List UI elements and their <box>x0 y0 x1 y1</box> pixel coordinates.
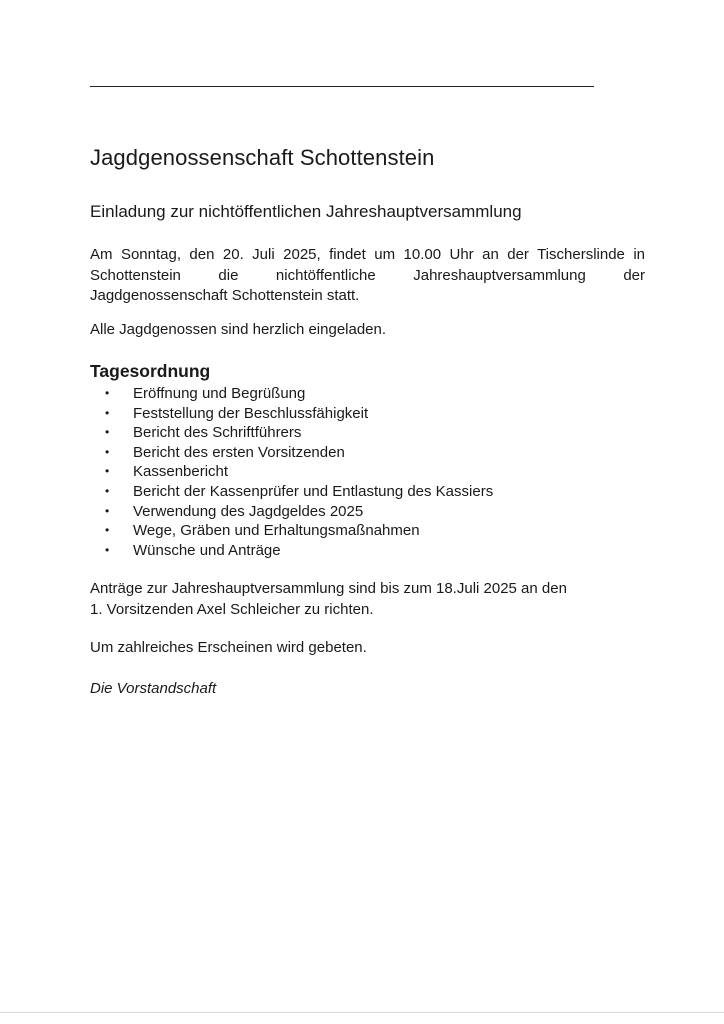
bullet-icon: • <box>105 483 110 498</box>
agenda-item-label: Wünsche und Anträge <box>133 541 281 559</box>
agenda-list <box>90 384 493 560</box>
submission-line-2: 1. Vorsitzenden Axel Schleicher zu richten. <box>90 600 374 618</box>
agenda-item <box>90 443 493 463</box>
submission-line-1: Anträge zur Jahreshauptversammlung sind bis zum 18.Juli 2025 an den <box>90 580 567 597</box>
bullet-icon: • <box>105 542 110 557</box>
agenda-item <box>90 541 493 561</box>
agenda-item-label: Wege, Gräben und Erhaltungsmaßnahmen <box>133 522 420 540</box>
document-subtitle: Einladung zur nichtöffentlichen Jahreshauptversammlung <box>90 202 522 221</box>
agenda-item-label: Bericht des Schriftführers <box>133 424 302 442</box>
agenda-item-label: Feststellung der Beschlussfähigkeit <box>133 404 369 422</box>
agenda-item <box>90 384 493 404</box>
agenda-item-label: Eröffnung und Begrüßung <box>133 385 306 402</box>
intro-paragraph: Am Sonntag, den 20. Juli 2025, findet um 10.00 Uhr an der Tischerslinde in Schottenstein die nichtöffentliche Jahreshauptversammlung der Jagdgenossenschaft Schottenstein statt. <box>90 246 645 304</box>
agenda-item-label: Bericht der Kassenprüfer und Entlastung des Kassiers <box>133 482 494 500</box>
bullet-icon: • <box>105 503 110 518</box>
signature: Die Vorstandschaft <box>90 680 217 697</box>
bullet-icon: • <box>105 425 110 440</box>
invite-paragraph: Alle Jagdgenossen sind herzlich eingeladen. <box>90 321 387 338</box>
document-title: Jagdgenossenschaft Schottenstein <box>90 145 435 170</box>
agenda-item-label: Verwendung des Jagdgeldes 2025 <box>133 502 364 520</box>
bullet-icon: • <box>105 405 110 420</box>
agenda-item <box>90 482 493 502</box>
agenda-heading: Tagesordnung <box>90 361 211 381</box>
agenda-item <box>90 423 493 443</box>
agenda-item <box>90 502 493 522</box>
submission-paragraph <box>90 579 650 620</box>
agenda-item <box>90 404 493 424</box>
agenda-item-label: Bericht des ersten Vorsitzenden <box>133 443 345 461</box>
page-bottom-edge <box>0 1012 724 1013</box>
bullet-icon: • <box>105 523 110 538</box>
closing-paragraph: Um zahlreiches Erscheinen wird gebeten. <box>90 639 367 656</box>
bullet-icon: • <box>105 444 110 459</box>
agenda-item-label: Kassenbericht <box>133 463 229 481</box>
agenda-item <box>90 462 493 482</box>
bullet-icon: • <box>105 464 110 479</box>
header-rule <box>90 86 594 87</box>
agenda-item <box>90 521 493 541</box>
bullet-icon: • <box>105 386 110 400</box>
